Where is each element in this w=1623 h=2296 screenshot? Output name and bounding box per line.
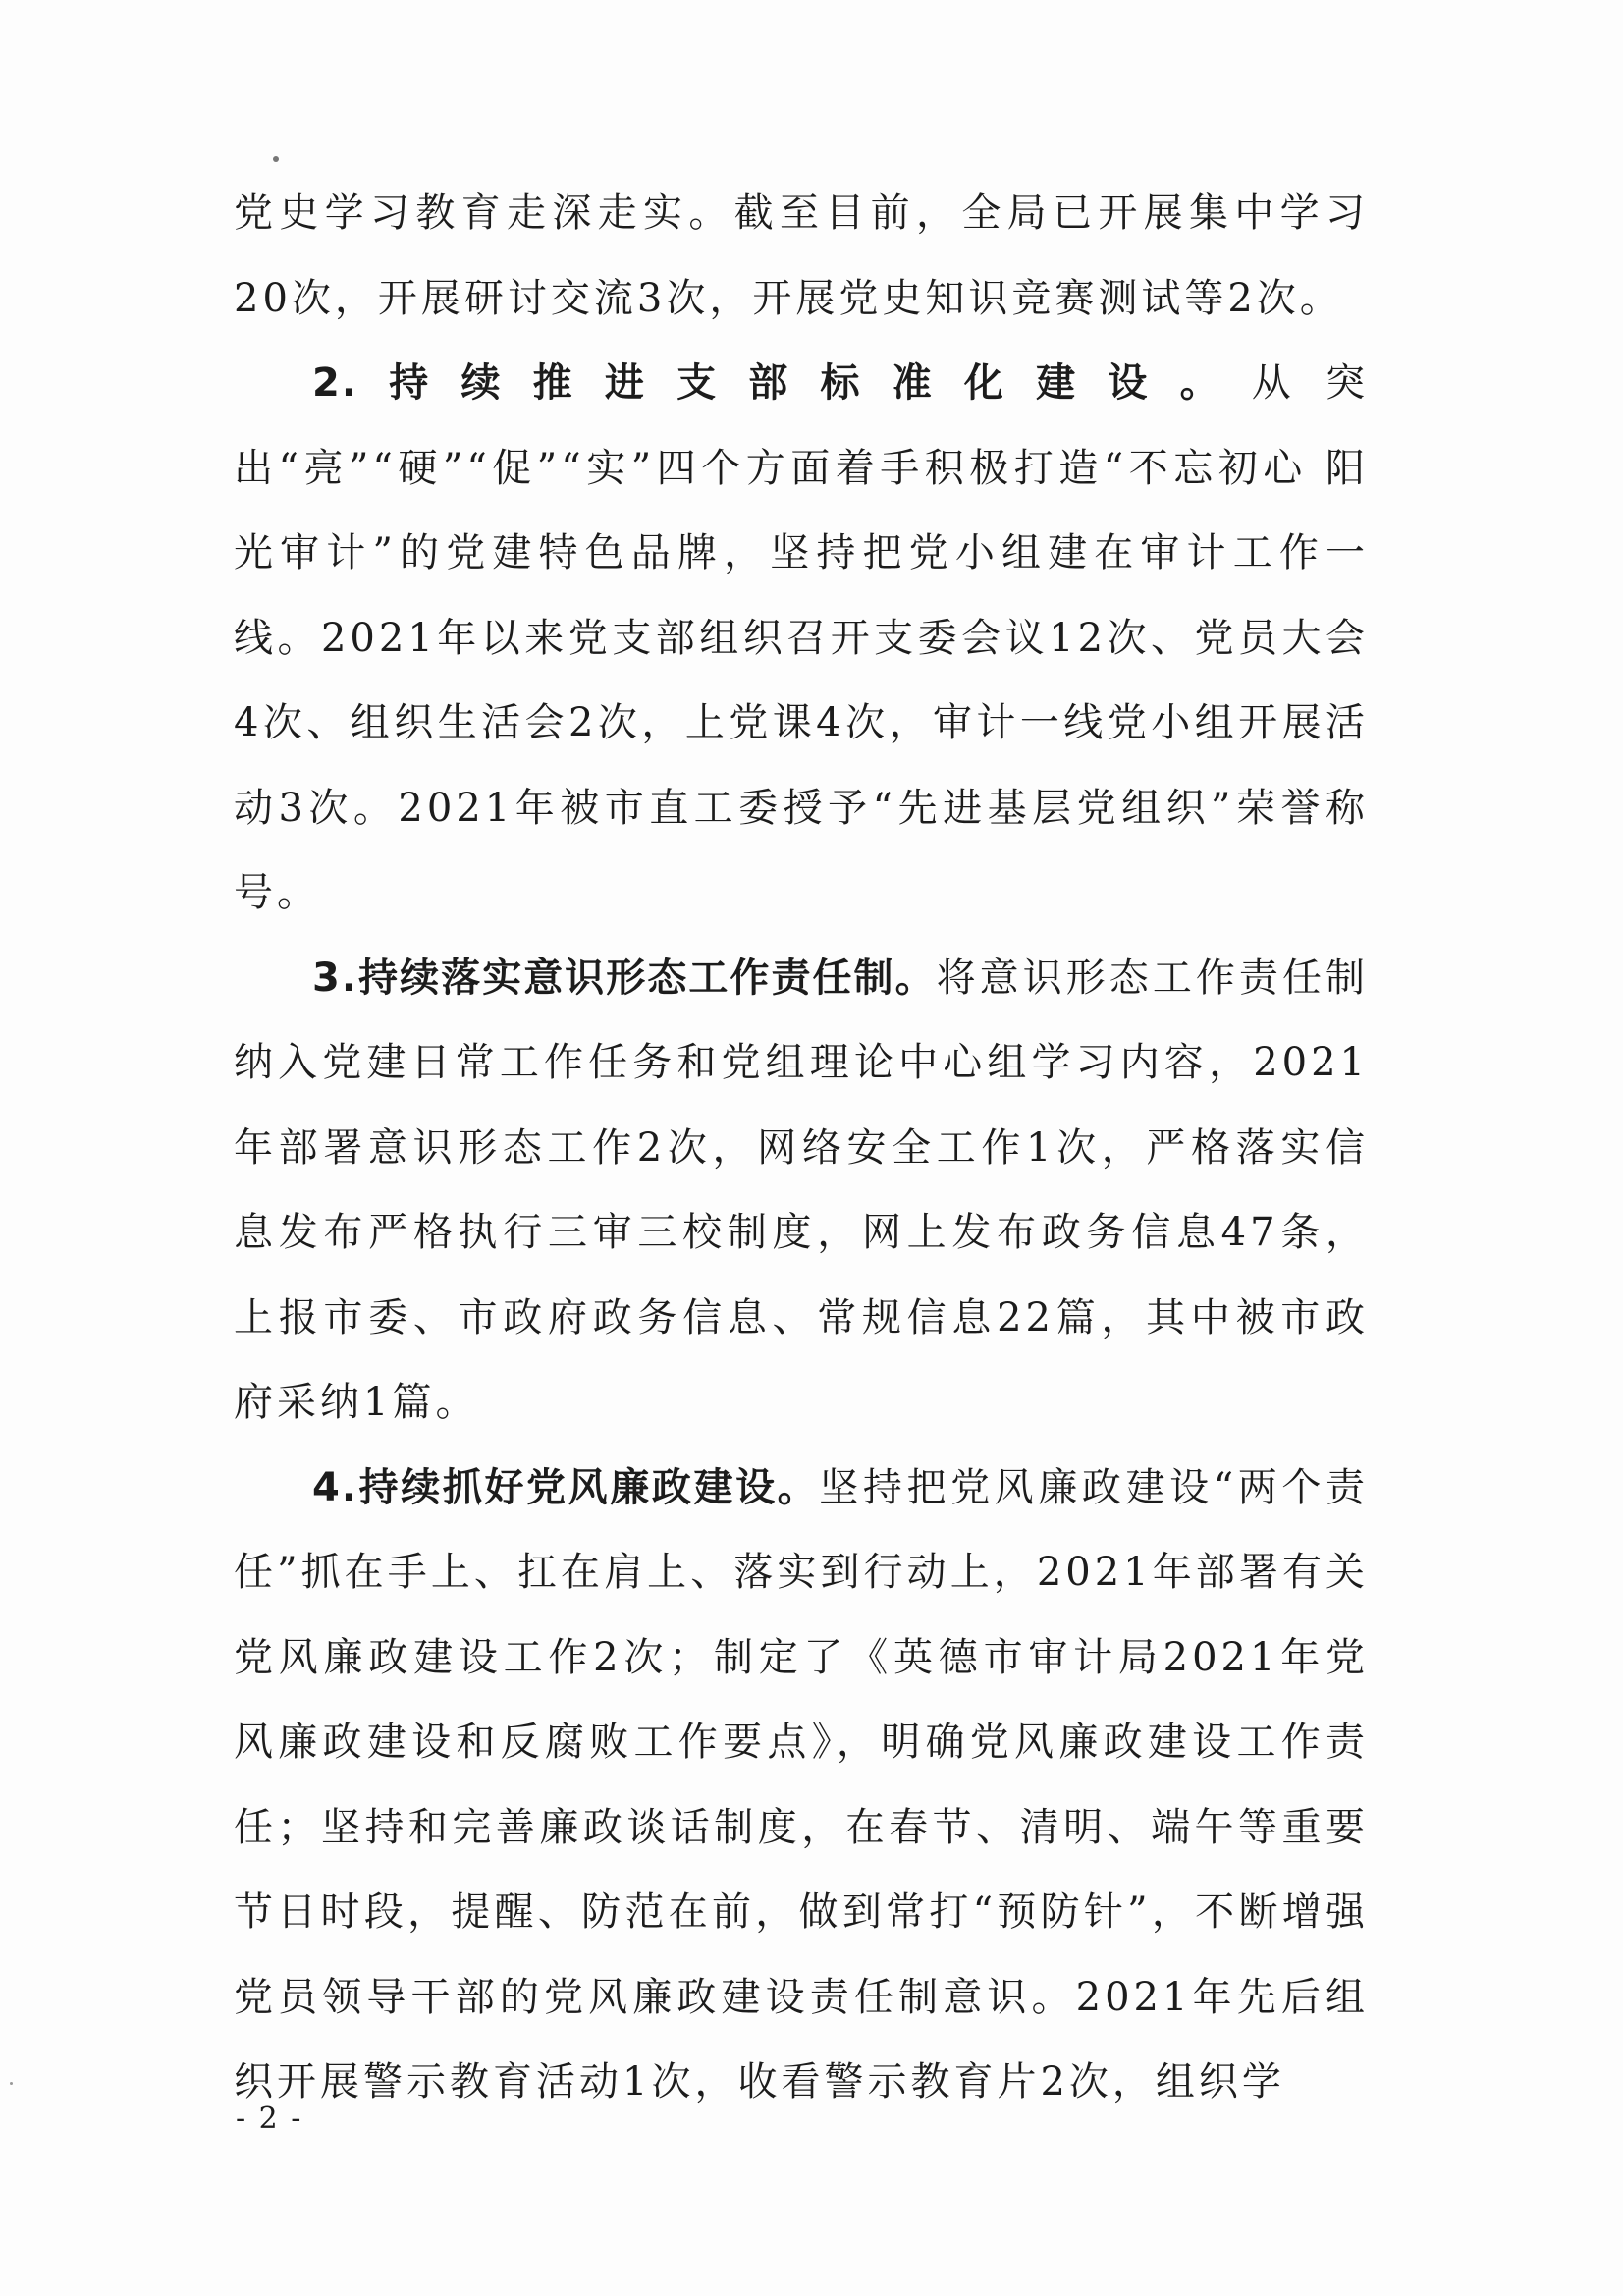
paragraph-4 (234, 1446, 1369, 2125)
paragraph-1-text: 党史学习教育走深走实。截至目前，全局已开展集中学习20次，开展研讨交流3次，开展党史知识竞赛测试等2次。 (234, 191, 1369, 321)
scan-speck (10, 2082, 13, 2085)
document-body (234, 171, 1369, 2125)
paragraph-2 (234, 341, 1369, 936)
paragraph-3-heading: 3.持续落实意识形态工作责任制。 (312, 955, 937, 1001)
paragraph-4-text: 坚持把党风廉政建设“两个责任”抓在手上、扛在肩上、落实到行动上，2021年部署有关党风廉政建设工作2次；制定了《英德市审计局2021年党风廉政建设和反腐败工作要点》，明确党风廉政建设工作责任；坚持和完善廉政谈话制度，在春节、清明、端午等重要节日时段，提醒、防范在前，做到常打“预防针”，不断增强党员领导干部的党风廉政建设责任制意识。2021年先后组织开展警示教育活动1次，收看警示教育片2次，组织学 (234, 1464, 1370, 2105)
page-number: - 2 - (236, 2102, 303, 2136)
paragraph-1 (234, 171, 1369, 341)
scan-speck (273, 156, 279, 162)
paragraph-2-heading: 2.持续推进支部标准化建设。 (312, 360, 1252, 406)
paragraph-3-text: 将意识形态工作责任制纳入党建日常工作任务和党组理论中心组学习内容，2021年部署意识形态工作2次，网络安全工作1次，严格落实信息发布严格执行三审三校制度，网上发布政务信息47条，上报市委、市政府政务信息、常规信息22篇，其中被市政府采纳1篇。 (234, 955, 1370, 1425)
paragraph-4-heading: 4.持续抓好党风廉政建设。 (312, 1464, 820, 1510)
paragraph-2-text: 从突出“亮”“硬”“促”“实”四个方面着手积极打造“不忘初心 阳光审计”的党建特色品牌，坚持把党小组建在审计工作一线。2021年以来党支部组织召开支委会议12次、党员大会4次、组织生活会2次，上党课4次，审计一线党小组开展活动3次。2021年被市直工委授予“先进基层党组织”荣誉称号。 (234, 360, 1370, 915)
paragraph-3 (234, 936, 1369, 1446)
